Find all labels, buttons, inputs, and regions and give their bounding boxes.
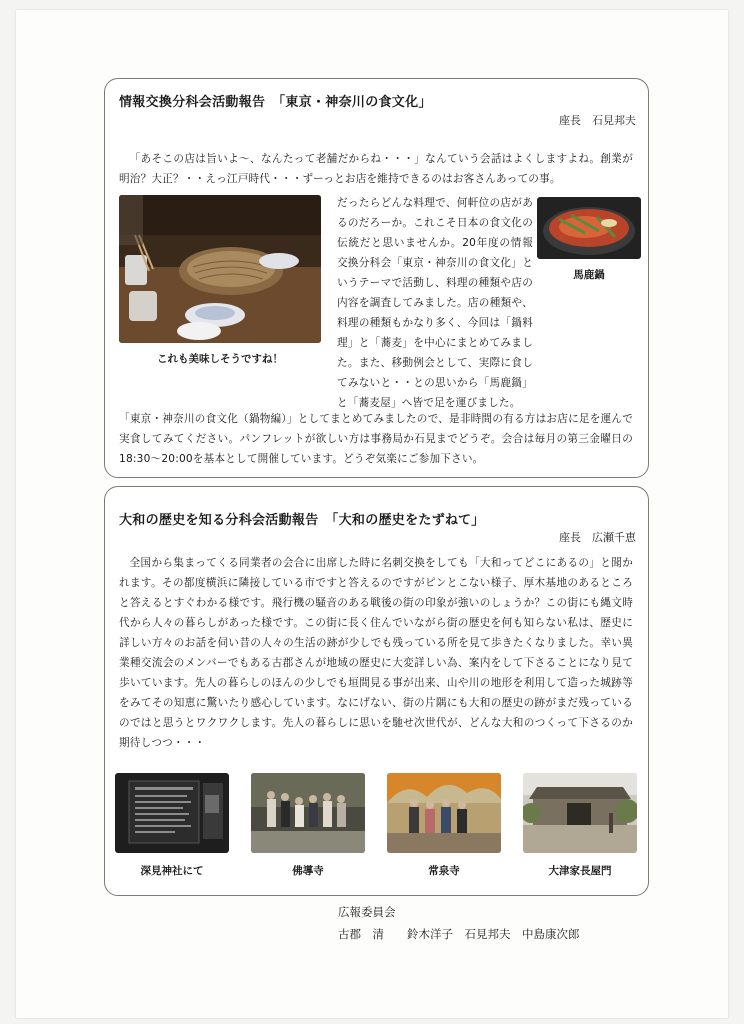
soba-photo <box>119 195 321 343</box>
food-culture-middle-paragraph <box>337 193 533 413</box>
butsudoji-photo <box>251 773 365 853</box>
food-culture-closing-paragraph: 「東京・神奈川の食文化（鍋物編）」としてまとめてみましたので、是非時間の有る方はお店に足を運んで実食してみてください。パンフレットが欲しい方は事務局か石見までどうぞ。会合は毎月の第三金曜日の18:30～20:00を基本として開催しています。どうぞ気楽にご参加下さい。 <box>119 413 633 465</box>
josenji-photo <box>387 773 501 853</box>
pr-committee-members: 古郡 清 鈴木洋子 石見邦夫 中島康次郎 <box>338 927 580 941</box>
food-culture-report-box <box>104 78 649 478</box>
yamato-history-report-box <box>104 486 649 896</box>
nabe-photo-caption: 馬鹿鍋 <box>573 269 605 281</box>
food-culture-intro-paragraph: 「あそこの店は旨いよ～、なんたって老舗だからね・・・」なんていう会話はよくしますよね。創業が明治？大正？・・えっ江戸時代・・・ずーっとお店を維持できるのはお客さんあっての事。 <box>119 153 633 185</box>
soba-photo-caption: これも美味しそうですね！ <box>157 353 283 365</box>
otsu-nagayamon-photo <box>523 773 637 853</box>
yamato-history-report-title: 大和の歴史を知る分科会活動報告 「大和の歴史をたずねて」 <box>119 513 485 528</box>
butsudoji-caption: 佛導寺 <box>292 865 324 877</box>
otsu-nagayamon-caption: 大津家長屋門 <box>548 865 612 877</box>
josenji-caption: 常泉寺 <box>428 865 460 877</box>
nabe-photo <box>537 197 641 259</box>
food-culture-report-author: 座長 石見邦夫 <box>559 114 636 127</box>
pr-committee-label: 広報委員会 <box>338 905 396 919</box>
food-culture-report-title: 情報交換分科会活動報告 「東京・神奈川の食文化」 <box>119 95 432 110</box>
food-culture-middle-text: だったらどんな料理で、何軒位の店があるのだろーか。これこそ日本の食文化の伝統だと思いませんか。20年度の情報交換分科会「東京・神奈川の食文化」というテーマで活動し、料理の種類や店の内容を調査してみました。店の種類や、料理の種類もかなり多く、今回は「鍋料理」と「蕎麦」を中心にまとめてみました。また、移動例会として、実際に食してみないと・・との思いから「馬鹿鍋」と「蕎麦屋」へ皆で足を運びました。 <box>337 197 533 409</box>
yamato-history-body-paragraph: 全国から集まってくる同業者の会合に出席した時に名刺交換をしても「大和ってどこにあるの」と聞かれます。その都度横浜に隣接している市ですと答えるのですがピンとこない様子、厚木基地のあるところと答えるとすぐわかる様です。飛行機の騒音のある戦後の街の印象が強いのしょうか？この街にも縄文時代から人々の暮らしがあった様です。この街に長く住んでいながら街の歴史を何も知らない私は、歴史に詳しい方々のお話を伺い昔の人々の生活の跡が少しでも残っている所を見て歩きたくなりました。幸い異業種交流会のメンバーでもある古郡さんが地域の歴史に大変詳しい為、案内をして下さることになり見て歩いています。先人の暮らしのほんの少しでも垣間見る事が出来、山や川の地形を利用して造った城跡等をみてその知恵に驚いたり感心しています。なにげない、街の片隅にも大和の歴史の跡がまだ残っているのではと思うとワクワクします。先人の暮らしに思いを馳せ次世代が、どんな大和のつくって下さるのか期待しつつ・・・ <box>119 557 633 749</box>
fukami-shrine-photo <box>115 773 229 853</box>
fukami-shrine-caption: 深見神社にて <box>140 865 204 877</box>
yamato-history-report-author: 座長 広瀬千恵 <box>559 531 636 544</box>
